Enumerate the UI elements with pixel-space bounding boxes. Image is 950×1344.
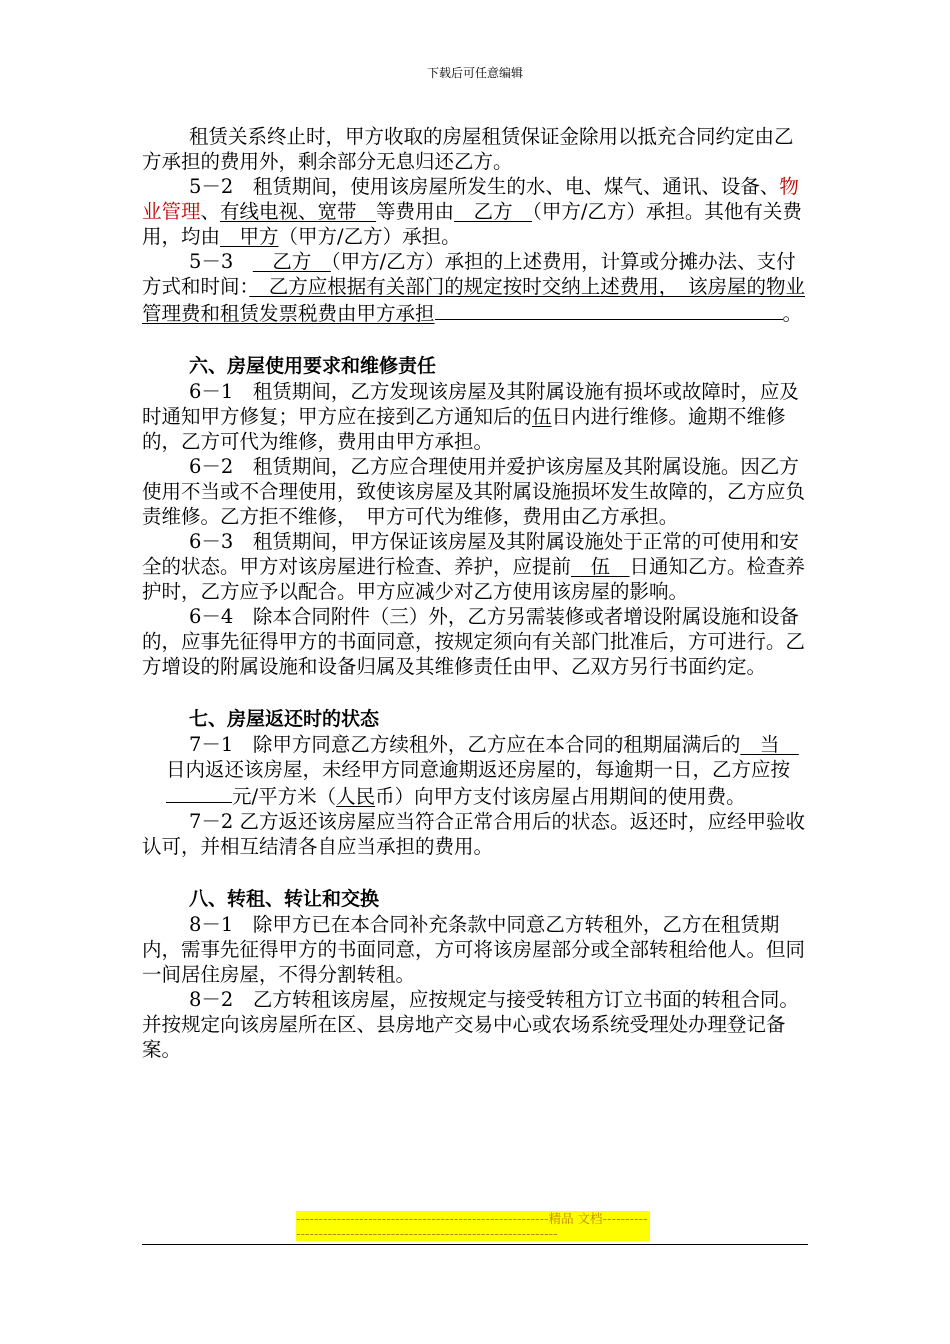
contract-body bbox=[142, 124, 810, 1062]
clause-8-2: 8－2 乙方转租该房屋，应按规定与接受转租方订立书面的转租合同。并按规定向该房屋所在区、县房地产交易中心或农场系统受理处办理登记备案。 bbox=[142, 988, 799, 1061]
fill-in-payment-terms: 乙方应根据有关部门的规定按时交纳上述费用， 该房屋的物业管理费和租赁发票税费由甲方承担 bbox=[142, 275, 806, 325]
footer-watermark-text: --------------------------------------------------------精品 文档-------------------------------------------------------------------- bbox=[296, 1211, 650, 1241]
clause-5-3: 5－3 乙方 （甲方/乙方）承担的上述费用，计算或分摊办法、支付方式和时间： 乙方应根据有关部门的规定按时交纳上述费用， 该房屋的物业管理费和租赁发票税费由甲方承担 。 bbox=[142, 250, 806, 325]
fill-in-party-b: 乙方 bbox=[454, 200, 533, 223]
fill-in-cable-broadband: 有线电视、宽带 bbox=[220, 200, 377, 223]
fill-in-currency: 人民 bbox=[336, 785, 376, 808]
clause-5-1-cont: 租赁关系终止时，甲方收取的房屋租赁保证金除用以抵充合同约定由乙方承担的费用外，剩余部分无息归还乙方。 bbox=[142, 125, 794, 173]
blank-line bbox=[593, 299, 783, 320]
clause-7-1: 7－1 除甲方同意乙方续租外，乙方应在本合同的租期届满后的 当 日内返还该房屋，未经甲方同意逾期返还房屋的，每逾期一日，乙方应按元/平方米（人民币）向甲方支付该房屋占用期间的使用费。 bbox=[166, 733, 799, 808]
clause-6-3: 6－3 租赁期间，甲方保证该房屋及其附属设施处于正常的可使用和安全的状态。甲方对该房屋进行检查、养护，应提前 伍 日通知乙方。检查养护时，乙方应予以配合。甲方应减少对乙方使用该房屋的影响。 bbox=[142, 530, 806, 603]
clause-8-1: 8－1 除甲方已在本合同补充条款中同意乙方转租外，乙方在租赁期内，需事先征得甲方的书面同意，方可将该房屋部分或全部转租给他人。但同一间居住房屋，不得分割转租。 bbox=[142, 913, 806, 986]
fill-in-notice-days: 伍 bbox=[571, 555, 630, 578]
fill-in-days-5: 伍 bbox=[532, 405, 552, 428]
page-header-note: 下载后可任意编辑 bbox=[426, 66, 523, 80]
clause-5-2: 5－2 租赁期间，使用该房屋所发生的水、电、煤气、通讯、设备、物业管理、有线电视、宽带 等费用由 乙方 （甲方/乙方）承担。其他有关费用，均由 甲方（甲方/乙方）承担。 bbox=[142, 175, 802, 248]
clause-6-1: 6－1 租赁期间，乙方发现该房屋及其附属设施有损坏或故障时，应及时通知甲方修复；甲方应在接到乙方通知后的伍日内进行维修。逾期不维修的，乙方可代为维修，费用由甲方承担。 bbox=[142, 380, 799, 453]
fill-in-party-a: 甲方 bbox=[220, 225, 279, 248]
blank-fee-amount bbox=[166, 782, 232, 803]
clause-6-4: 6－4 除本合同附件（三）外，乙方另需装修或者增设附属设施和设备的，应事先征得甲方的书面同意，按规定须向有关部门批准后，方可进行。乙方增设的附属设施和设备归属及其维修责任由甲、乙双方另行书面约定。 bbox=[142, 605, 806, 678]
fill-in-same-day: 当 bbox=[740, 733, 799, 756]
blank-line bbox=[435, 299, 593, 320]
clause-7-2: 7－2 乙方返还该房屋应当符合正常合用后的状态。返还时，应经甲验收认可，并相互结清各自应当承担的费用。 bbox=[142, 810, 806, 858]
footer-divider bbox=[142, 1244, 808, 1245]
clause-6-2: 6－2 租赁期间，乙方应合理使用并爱护该房屋及其附属设施。因乙方使用不当或不合理使用，致使该房屋及其附属设施损坏发生故障的，乙方应负责维修。乙方拒不维修， 甲方可代为维修，费用由乙方承担。 bbox=[142, 455, 806, 528]
section-7-heading: 七、房屋返还时的状态 bbox=[189, 708, 380, 730]
section-8-heading: 八、转租、转让和交换 bbox=[189, 888, 380, 910]
fill-in-party-b-2: 乙方 bbox=[252, 250, 331, 273]
property-management-highlight: 物业管理 bbox=[142, 175, 799, 223]
section-6-heading: 六、房屋使用要求和维修责任 bbox=[189, 355, 437, 377]
